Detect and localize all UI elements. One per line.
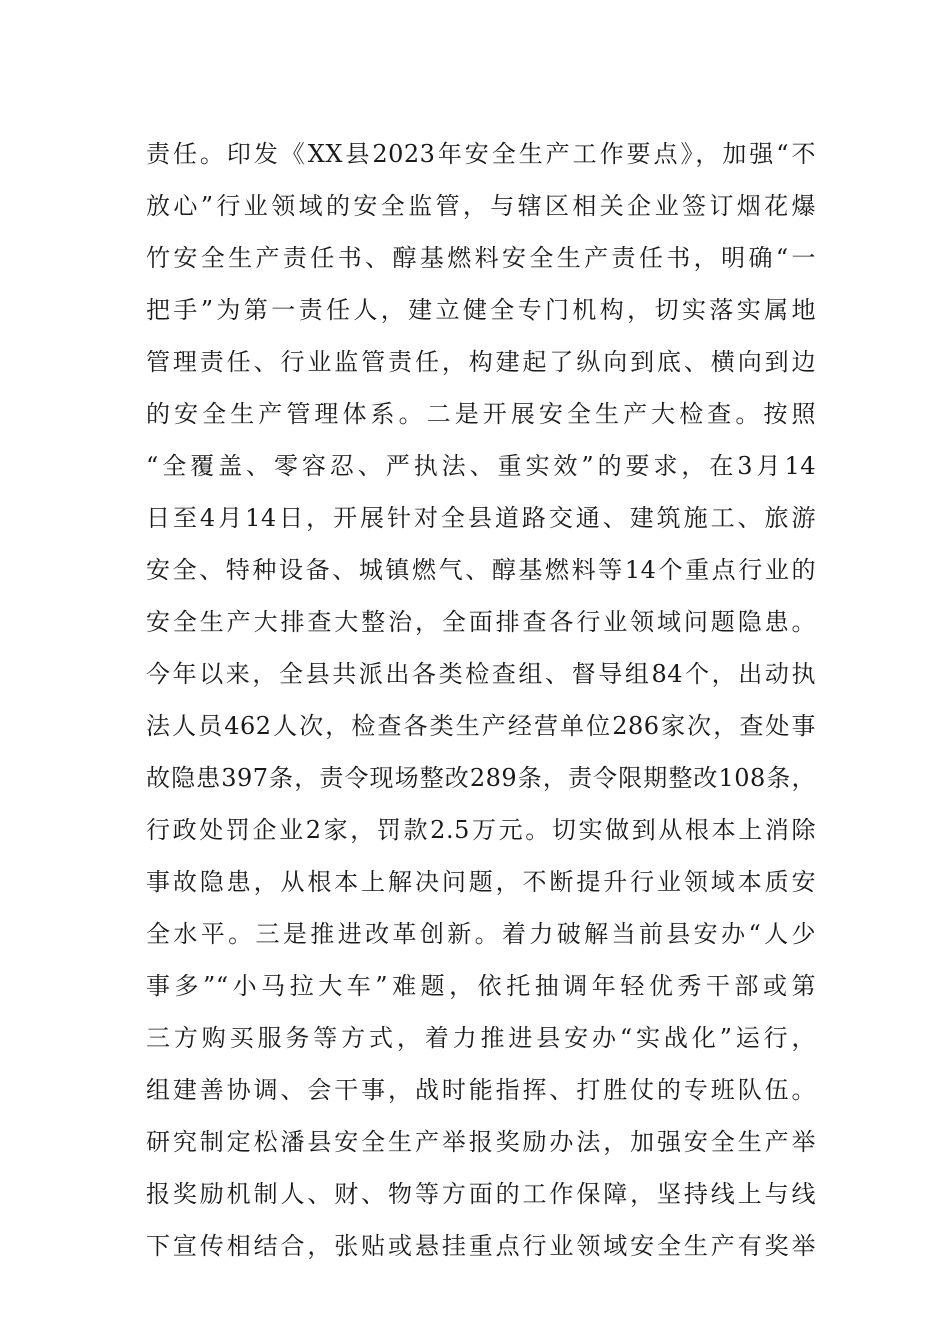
text-line: 安全、特种设备、城镇燃气、醇基燃料等14个重点行业的: [146, 556, 816, 584]
text-line: “全覆盖、零容忍、严执法、重实效”的要求，在3月14: [146, 452, 816, 480]
text-line: 放心”行业领域的安全监管，与辖区相关企业签订烟花爆: [146, 192, 816, 220]
text-line: 责任。印发《XX县2023年安全生产工作要点》，加强“不: [146, 140, 816, 168]
text-line: 三方购买服务等方式，着力推进县安办“实战化”运行，: [146, 1024, 816, 1052]
text-line: 事故隐患，从根本上解决问题，不断提升行业领域本质安: [146, 868, 816, 896]
text-line: 安全生产大排查大整治，全面排查各行业领域问题隐患。: [146, 608, 816, 636]
text-line: 全水平。三是推进改革创新。着力破解当前县安办“人少: [146, 920, 816, 948]
text-line: 今年以来，全县共派出各类检查组、督导组84个，出动执: [146, 660, 816, 688]
text-line: 下宣传相结合，张贴或悬挂重点行业领域安全生产有奖举: [146, 1232, 816, 1260]
text-line: 组建善协调、会干事，战时能指挥、打胜仗的专班队伍。: [146, 1076, 816, 1104]
body-paragraph: [146, 128, 816, 1272]
text-line: 研究制定松潘县安全生产举报奖励办法，加强安全生产举: [146, 1128, 816, 1156]
text-line: 报奖励机制人、财、物等方面的工作保障，坚持线上与线: [146, 1180, 816, 1208]
text-line: 把手”为第一责任人，建立健全专门机构，切实落实属地: [146, 296, 816, 324]
text-line: 法人员462人次，检查各类生产经营单位286家次，查处事: [146, 712, 816, 740]
text-line: 日至4月14日，开展针对全县道路交通、建筑施工、旅游: [146, 504, 816, 532]
text-line: 故隐患397条，责令现场整改289条，责令限期整改108条，: [146, 764, 816, 792]
text-line: 管理责任、行业监管责任，构建起了纵向到底、横向到边: [146, 348, 816, 376]
text-line: 竹安全生产责任书、醇基燃料安全生产责任书，明确“一: [146, 244, 816, 272]
text-line: 事多”“小马拉大车”难题，依托抽调年轻优秀干部或第: [146, 972, 816, 1000]
text-line: 的安全生产管理体系。二是开展安全生产大检查。按照: [146, 400, 816, 428]
text-line: 行政处罚企业2家，罚款2.5万元。切实做到从根本上消除: [146, 816, 816, 844]
